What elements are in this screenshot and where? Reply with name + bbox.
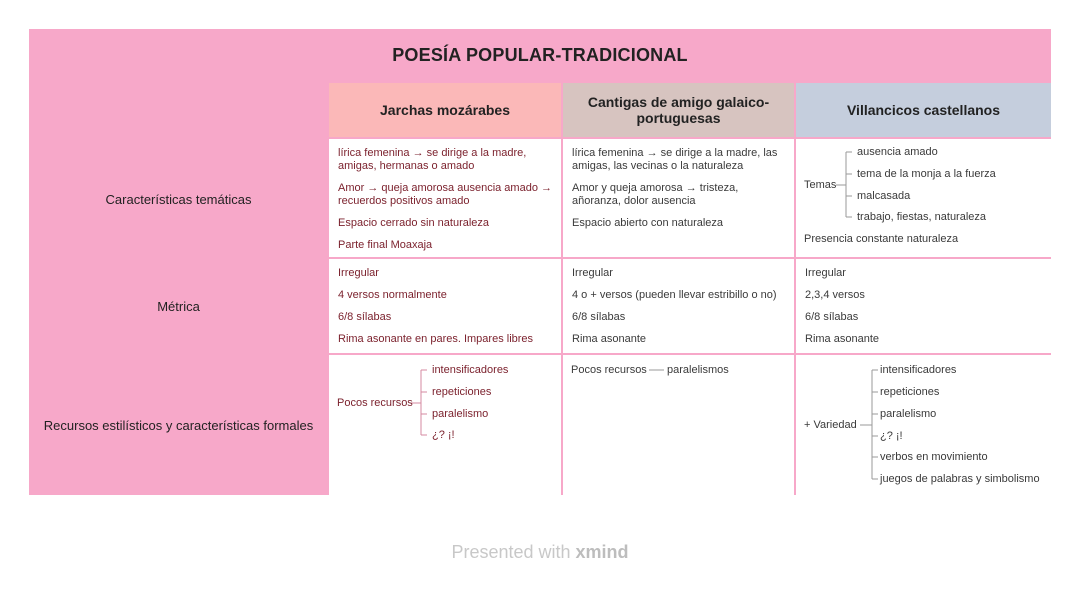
tree-leaf: ¿? ¡! — [432, 429, 455, 441]
list-item: Amor y queja amorosa → tristeza, añoranza, dolor ausencia — [572, 182, 739, 207]
table-title: POESÍA POPULAR-TRADICIONAL — [29, 29, 1051, 81]
cell-cantigas-metrica — [563, 259, 794, 353]
tree-leaf: repeticiones — [432, 386, 492, 398]
villancicos-recursos-tree — [796, 355, 1051, 495]
tree-leaf: paralelismos — [667, 364, 729, 376]
list-item: Espacio abierto con naturaleza — [572, 217, 724, 229]
mindmap-table — [29, 29, 1051, 495]
cell-villancicos-tematicas — [796, 139, 1051, 257]
column-header-cantigas: Cantigas de amigo galaico-portuguesas — [563, 83, 794, 137]
footer-prefix: Presented with — [451, 542, 576, 562]
tree-leaf: trabajo, fiestas, naturaleza — [857, 211, 987, 223]
list-item: Parte final Moaxaja — [338, 239, 433, 251]
xmind-logo[interactable]: xmind — [575, 542, 629, 562]
row-label-recursos: Recursos estilísticos y características formales — [43, 417, 314, 433]
jarchas-recursos-tree — [329, 355, 561, 495]
list-item: Rima asonante — [572, 333, 646, 345]
villancicos-recursos-root: + Variedad — [804, 419, 857, 431]
list-item: Irregular — [338, 267, 379, 279]
cell-jarchas-metrica — [329, 259, 561, 353]
list-item: Irregular — [805, 267, 846, 279]
cantigas-recursos-root: Pocos recursos — [571, 364, 647, 376]
tree-leaf: juegos de palabras y simbolismo — [880, 473, 1040, 485]
cell-villancicos-metrica — [796, 259, 1051, 353]
list-item: Rima asonante — [805, 333, 879, 345]
tree-leaf: tema de la monja a la fuerza — [857, 168, 996, 180]
temas-root: Temas — [804, 179, 837, 191]
column-header-villancicos: Villancicos castellanos — [796, 83, 1051, 137]
list-item: 6/8 sílabas — [805, 311, 859, 323]
list-item: Irregular — [572, 267, 613, 279]
temas-tree — [796, 139, 1051, 257]
row-label-metrica: Métrica — [157, 298, 200, 314]
cell-cantigas-recursos — [563, 355, 794, 495]
presented-with-footer — [0, 542, 1080, 563]
list-item: Espacio cerrado sin naturaleza — [338, 217, 490, 229]
list-item: 6/8 sílabas — [572, 311, 626, 323]
cell-jarchas-tematicas — [329, 139, 561, 257]
list-item: Amor → queja amorosa ausencia amado → recuerdos positivos amado — [338, 182, 552, 207]
list-item: 6/8 sílabas — [338, 311, 392, 323]
tree-leaf: paralelismo — [880, 408, 937, 420]
row-label-tematicas — [29, 83, 328, 257]
list-item: 2,3,4 versos — [805, 289, 865, 301]
list-item: Rima asonante en pares. Impares libres — [338, 333, 534, 345]
tree-leaf: malcasada — [857, 190, 911, 202]
tree-leaf: ausencia amado — [857, 146, 938, 158]
column-header-jarchas: Jarchas mozárabes — [329, 83, 561, 137]
list-item: 4 o + versos (pueden llevar estribillo o no) — [572, 289, 777, 301]
cell-jarchas-recursos — [329, 355, 561, 495]
list-item: lírica femenina → se dirige a la madre, amigas, hermanas o amado — [338, 147, 527, 172]
list-item: 4 versos normalmente — [338, 289, 447, 301]
cell-cantigas-tematicas — [563, 139, 794, 257]
cell-villancicos-recursos — [796, 355, 1051, 495]
cantigas-recursos-tree — [563, 355, 794, 495]
tree-leaf: paralelismo — [432, 408, 489, 420]
list-item: lírica femenina → se dirige a la madre, las amigas, las vecinas o la naturaleza — [572, 147, 778, 172]
jarchas-recursos-root: Pocos recursos — [337, 397, 413, 409]
temas-extra: Presencia constante naturaleza — [804, 233, 959, 245]
tree-leaf: repeticiones — [880, 386, 940, 398]
tree-leaf: ¿? ¡! — [880, 430, 903, 442]
tree-leaf: intensificadores — [432, 364, 509, 376]
tree-leaf: verbos en movimiento — [880, 451, 988, 463]
row-label-tematicas-text: Características temáticas — [105, 191, 252, 207]
tree-leaf: intensificadores — [880, 364, 957, 376]
